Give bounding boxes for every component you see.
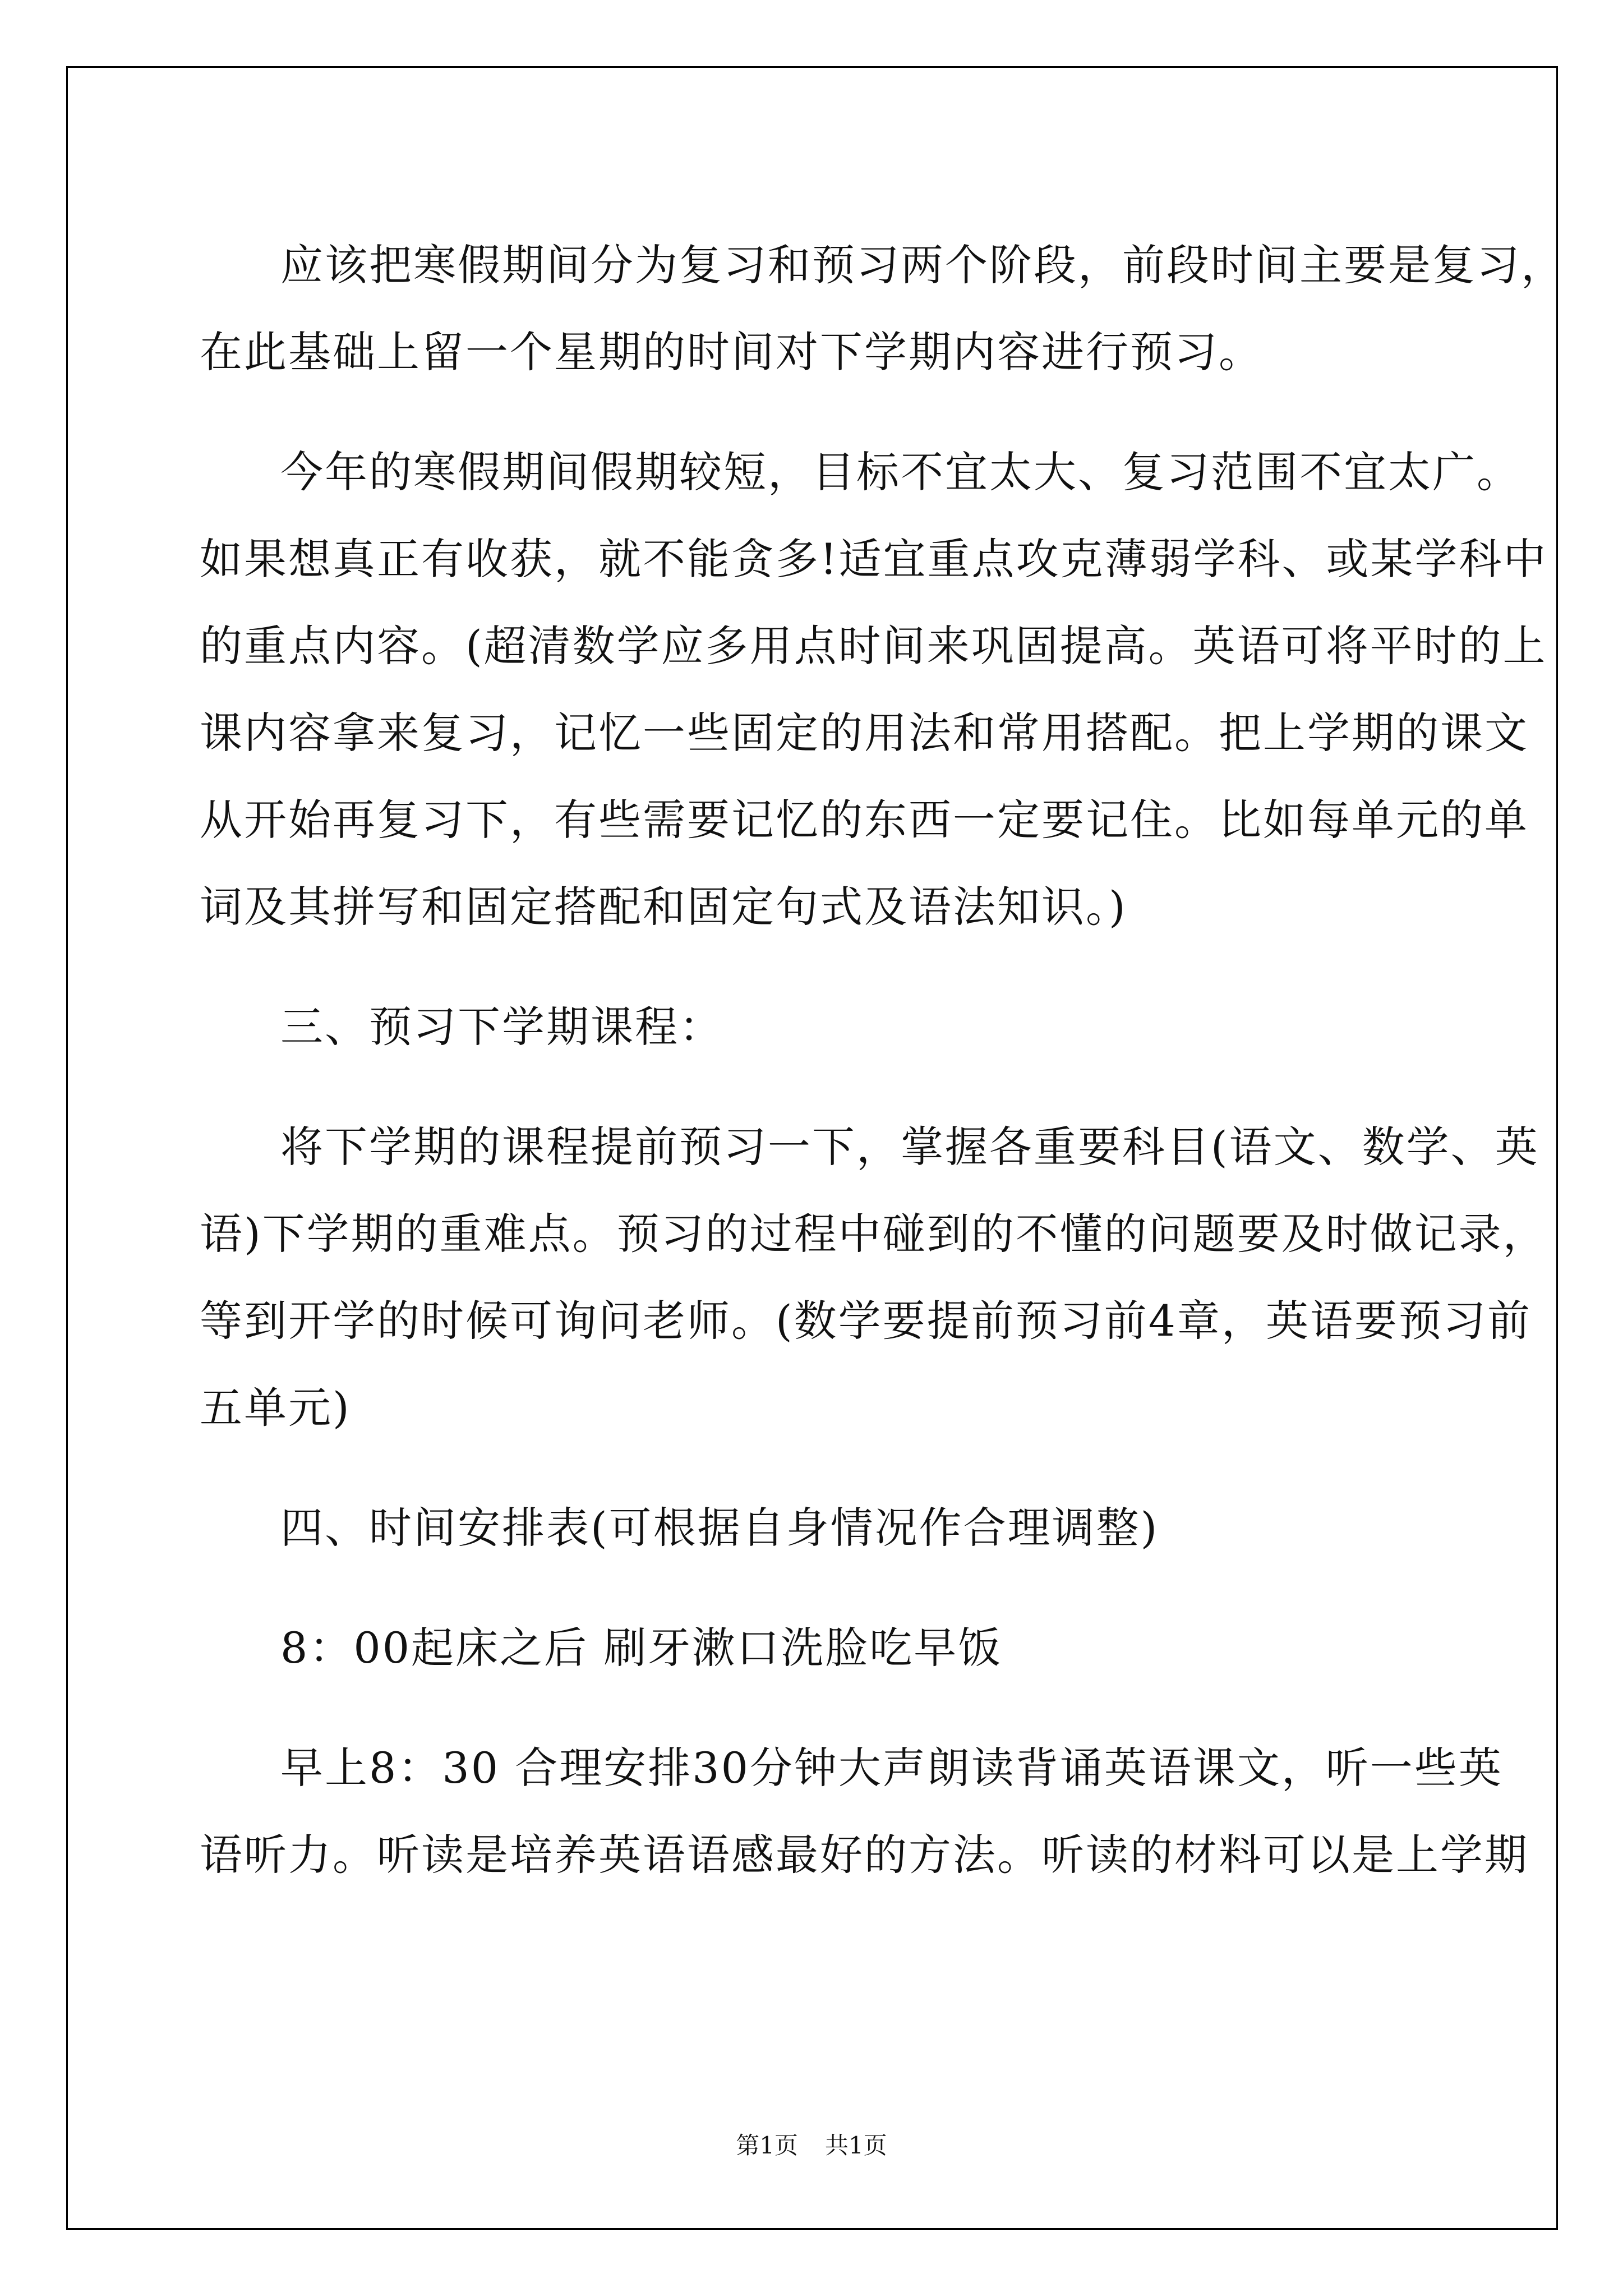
text-line: 的重点内容。(超清数学应多用点时间来巩固提高。英语可将平时的上 xyxy=(200,621,1547,671)
page-footer xyxy=(0,2129,1623,2162)
text-line: 语)下学期的重难点。预习的过程中碰到的不懂的问题要及时做记录， xyxy=(200,1209,1547,1259)
text-line: 今年的寒假期间假期较短，目标不宜太大、复习范围不宜太广。 xyxy=(280,447,1521,497)
text-line: 五单元) xyxy=(200,1383,351,1433)
text-line: 三、预习下学期课程： xyxy=(280,1002,723,1052)
text-line: 应该把寒假期间分为复习和预习两个阶段，前段时间主要是复习， xyxy=(280,240,1565,290)
page-number: 第1页 xyxy=(736,2132,798,2159)
paragraph-study-phases xyxy=(200,222,1565,395)
section-heading-schedule xyxy=(200,1484,1428,1571)
text-line: 课内容拿来复习，记忆一些固定的用法和常用搭配。把上学期的课文 xyxy=(200,708,1529,758)
paragraph-preview-courses xyxy=(200,1103,1547,1451)
text-line: 四、时间安排表(可根据自身情况作合理调整) xyxy=(280,1503,1159,1553)
text-line: 从开始再复习下，有些需要记忆的东西一定要记住。比如每单元的单 xyxy=(200,795,1529,845)
text-line: 在此基础上留一个星期的时间对下学期内容进行预习。 xyxy=(200,327,1263,377)
schedule-item-0800 xyxy=(200,1604,1428,1691)
section-heading-preview xyxy=(200,983,1428,1070)
paragraph-review-goals xyxy=(200,429,1548,950)
text-line: 早上8：30 合理安排30分钟大声朗读背诵英语课文，听一些英 xyxy=(280,1743,1503,1793)
text-line: 如果想真正有收获，就不能贪多!适宜重点攻克薄弱学科、或某学科中 xyxy=(200,534,1548,584)
document-body xyxy=(200,222,1565,1931)
text-line: 等到开学的时候可询问老师。(数学要提前预习前4章，英语要预习前 xyxy=(200,1296,1532,1346)
page-total: 共1页 xyxy=(825,2132,887,2159)
schedule-item-0830 xyxy=(200,1724,1529,1898)
text-line: 语听力。听读是培养英语语感最好的方法。听读的材料可以是上学期 xyxy=(200,1830,1529,1880)
text-line: 8：00起床之后 刷牙漱口洗脸吃早饭 xyxy=(280,1623,1003,1673)
text-line: 将下学期的课程提前预习一下，掌握各重要科目(语文、数学、英 xyxy=(280,1122,1539,1172)
text-line: 词及其拼写和固定搭配和固定句式及语法知识。) xyxy=(200,882,1127,932)
